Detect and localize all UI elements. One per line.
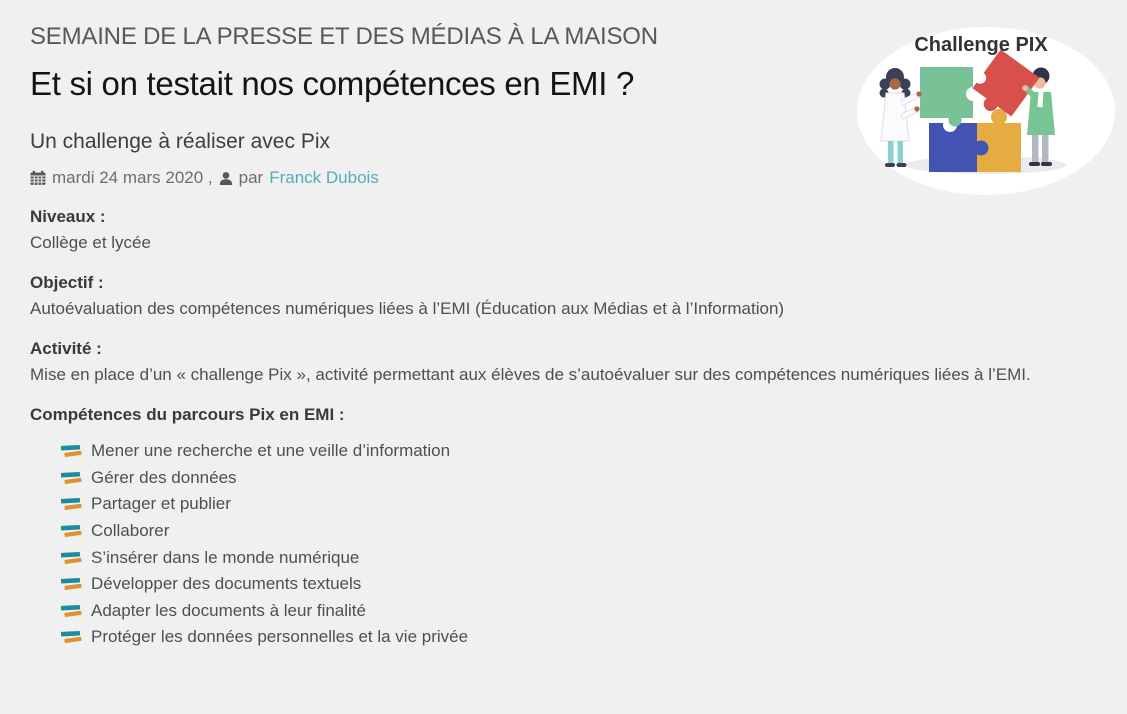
competence-label: Mener une recherche et une veille d’information: [91, 441, 451, 461]
calendar-icon: [30, 170, 46, 186]
pix-dash-icon: [60, 551, 84, 565]
byline-label: par: [238, 168, 264, 187]
section-text: Collège et lycée: [30, 233, 151, 252]
section-label: Niveaux :: [30, 207, 106, 226]
article-subtitle: Un challenge à réaliser avec Pix: [30, 130, 330, 153]
list-item: [60, 518, 1097, 545]
section-text: Mise en place d’un « challenge Pix », activité permettant aux élèves de s’autoévaluer sur des compétences numériques liées à l’EMI.: [30, 365, 1031, 384]
section-label: Objectif :: [30, 273, 104, 292]
pix-dash-icon: [60, 471, 84, 485]
section-competences: [30, 402, 1097, 651]
list-item: [60, 465, 1097, 492]
competence-label: S’insérer dans le monde numérique: [91, 547, 360, 567]
page-title: Et si on testait nos compétences en EMI ?: [30, 65, 635, 102]
list-item: [60, 598, 1097, 625]
article-surtitle: SEMAINE DE LA PRESSE ET DES MÉDIAS À LA MAISON: [30, 23, 658, 50]
competence-label: Protéger les données personnelles et la vie privée: [91, 627, 469, 647]
competence-label: Développer des documents textuels: [91, 574, 362, 594]
list-item: [60, 438, 1097, 465]
section-objectif: [30, 270, 1097, 322]
challenge-pix-logo: [855, 14, 1117, 200]
pix-dash-icon: [60, 444, 84, 458]
list-item: [60, 491, 1097, 518]
competence-label: Collaborer: [91, 521, 170, 541]
section-text: Autoévaluation des compétences numériques liées à l’EMI (Éducation aux Médias et à l’Information): [30, 299, 785, 318]
publish-date: mardi 24 mars 2020 ,: [52, 168, 213, 187]
competences-list: [30, 438, 1097, 651]
competence-label: Adapter les documents à leur finalité: [91, 600, 366, 620]
user-icon: [219, 171, 233, 186]
list-item: [60, 544, 1097, 571]
pix-dash-icon: [60, 524, 84, 538]
competence-label: Partager et publier: [91, 494, 231, 514]
pix-dash-icon: [60, 577, 84, 591]
pix-dash-icon: [60, 604, 84, 618]
author-link[interactable]: Franck Dubois: [269, 168, 379, 187]
section-label: Activité :: [30, 339, 102, 358]
competence-label: Gérer des données: [91, 467, 237, 487]
section-niveaux: [30, 204, 1097, 256]
pix-dash-icon: [60, 497, 84, 511]
logo-caption: Challenge PIX: [914, 34, 1048, 56]
competences-label: Compétences du parcours Pix en EMI :: [30, 405, 345, 424]
list-item: [60, 571, 1097, 598]
list-item: [60, 624, 1097, 651]
section-activite: [30, 336, 1097, 388]
pix-dash-icon: [60, 630, 84, 644]
